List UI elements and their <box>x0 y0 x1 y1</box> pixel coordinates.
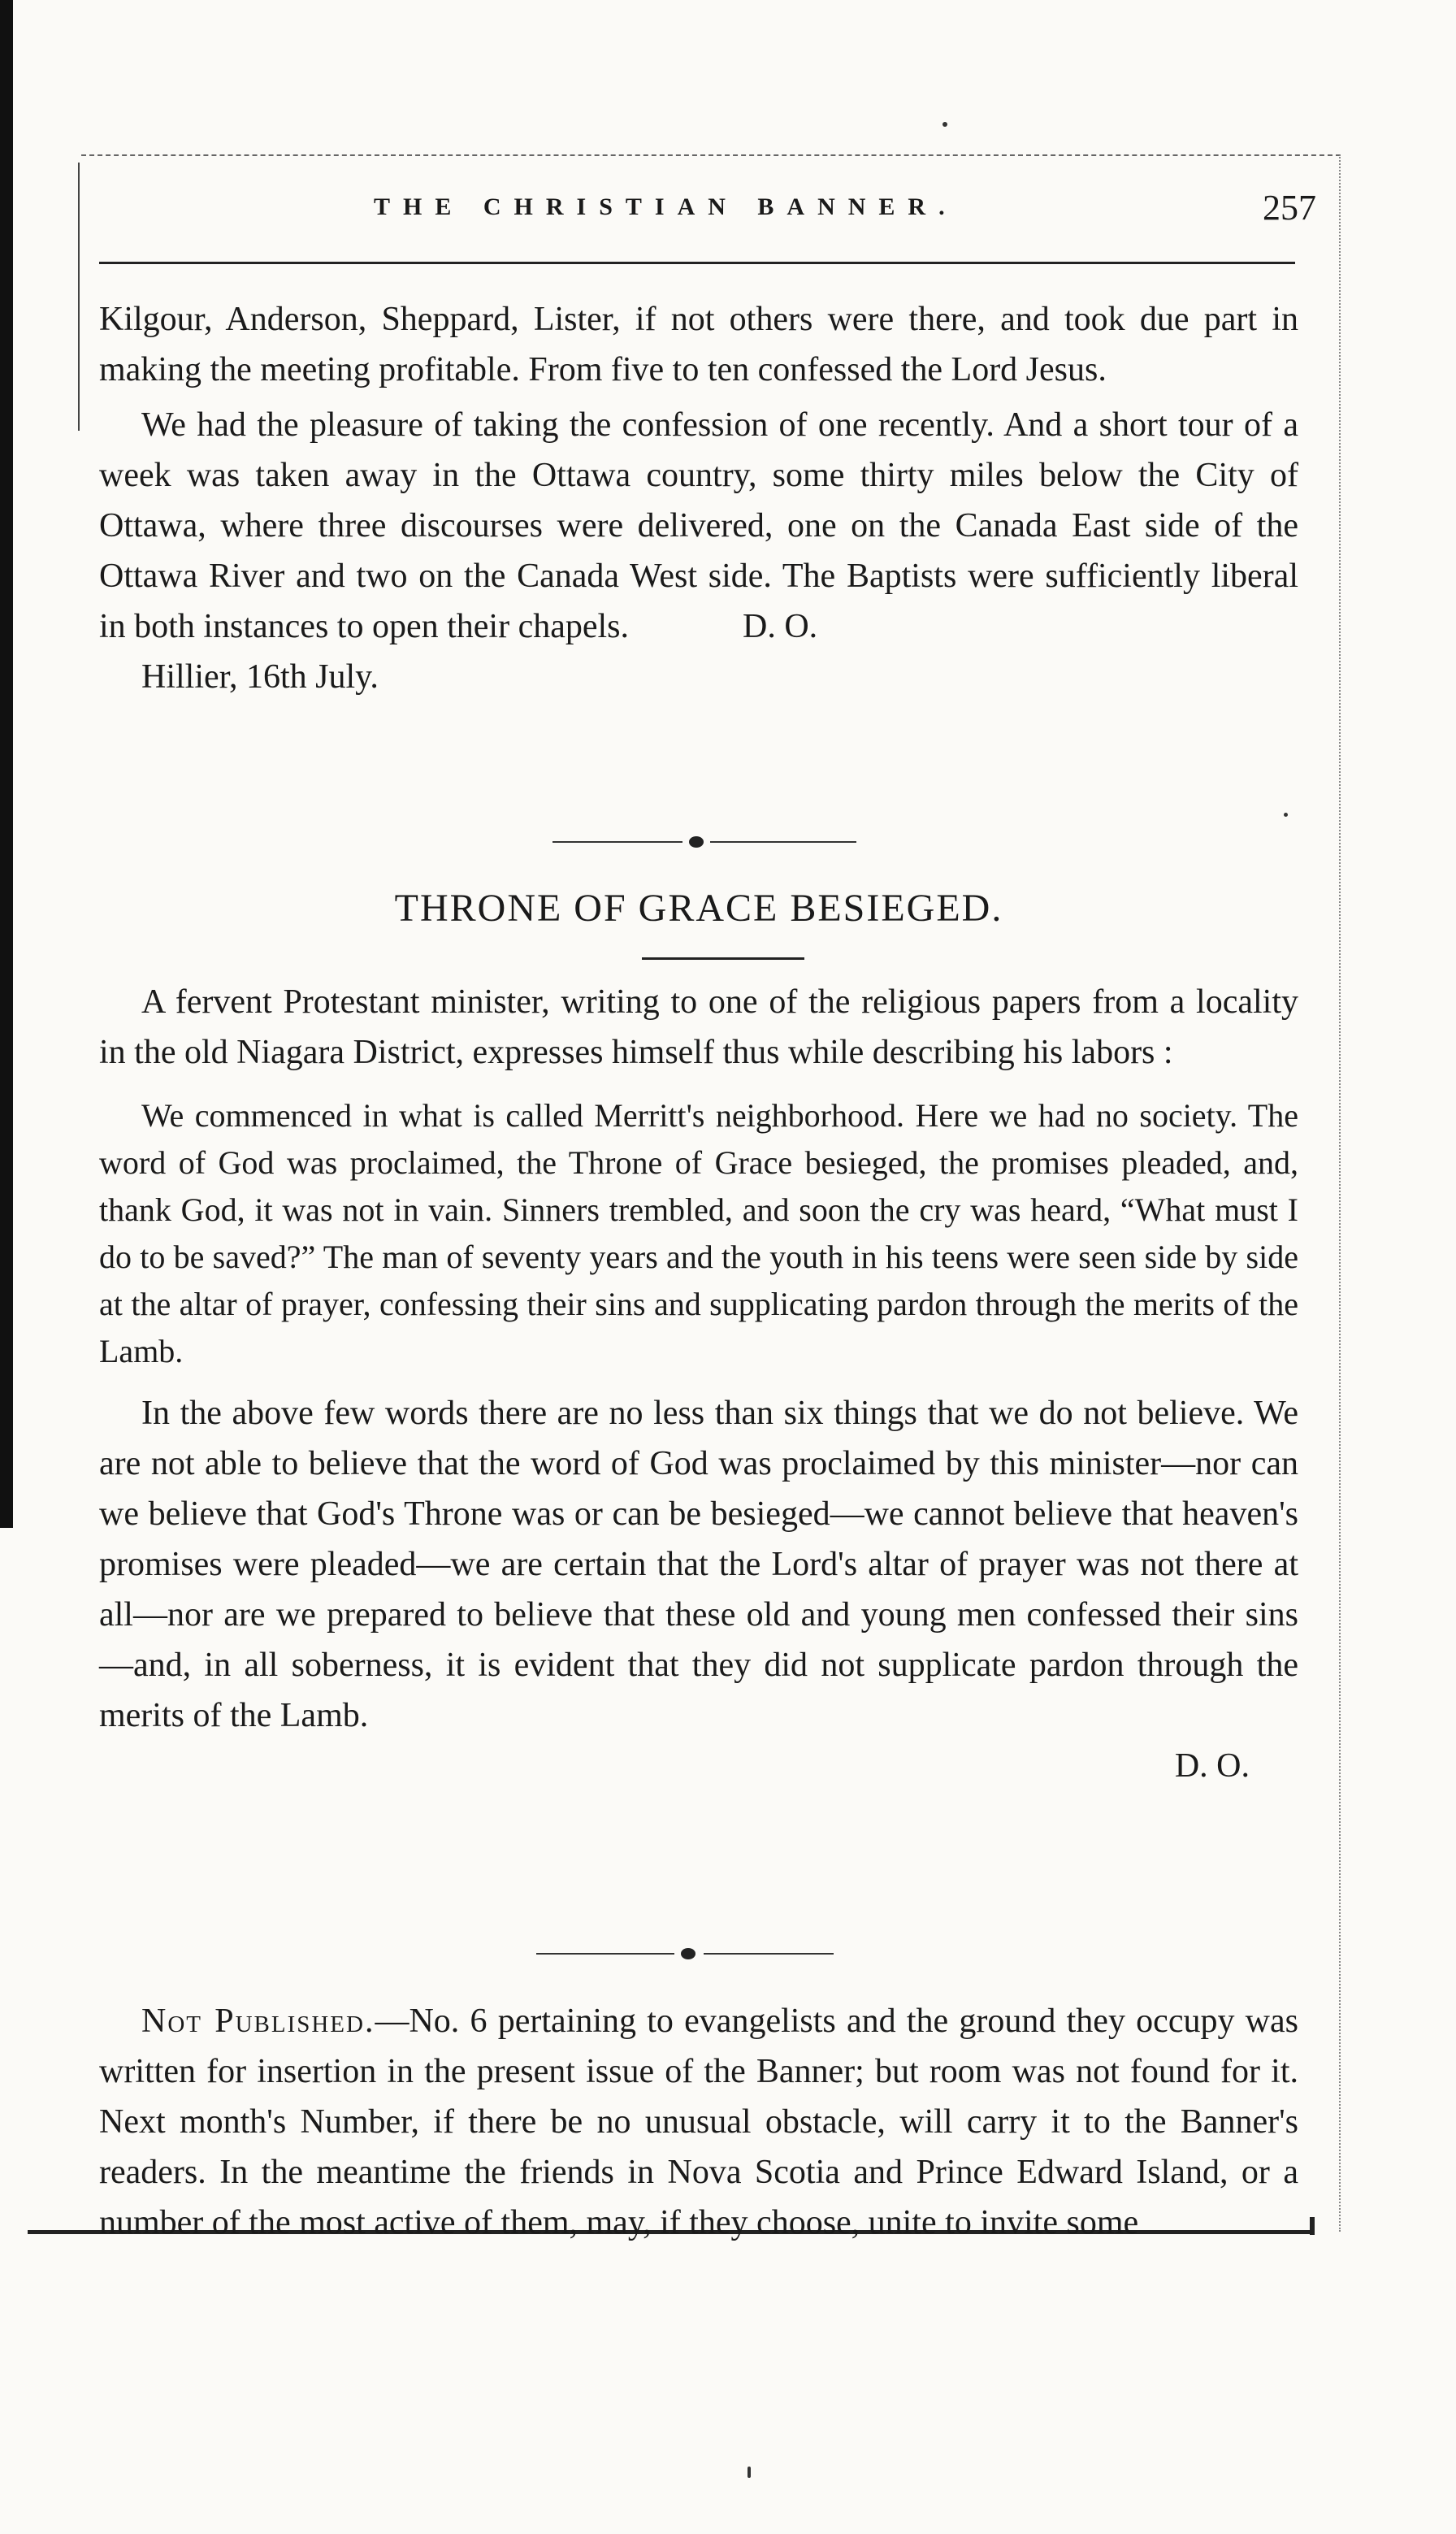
header-rule <box>99 262 1295 264</box>
ink-speck <box>942 122 947 127</box>
running-title: THE CHRISTIAN BANNER. <box>374 193 958 220</box>
left-margin-rule <box>78 163 80 431</box>
article-title: THRONE OF GRACE BESIEGED. <box>394 887 1003 930</box>
section-ornament <box>536 1946 878 1962</box>
article-signature: D. O. <box>1174 1747 1250 1785</box>
letter-continuation <box>99 294 1298 702</box>
ink-speck <box>748 2467 751 2478</box>
article-intro: A fervent Protestant minister, writing to one of the religious papers from a locality in the old Niagara District, expresses himself thus while describing his labors : <box>99 983 1298 1071</box>
notice <box>99 1996 1298 2248</box>
title-rule <box>642 957 804 960</box>
ink-speck <box>1284 813 1288 817</box>
letter-signature: D. O. <box>743 608 818 645</box>
notice-text: —No. 6 pertaining to evangelists and the ground they occupy was written for insertion in the present issue of the Banner; but room was not found for it. Next month's Number, if there be no unusual obstacle, will carry it to the Banner's readers. In the meantime the friends in Nova Scotia and Prince Edward Island, or a number of the most active of them, may, if they choose, unite to invite some <box>99 2002 1299 2241</box>
article-quote: We commenced in what is called Merritt's neighborhood. Here we had no society. The word of God was proclaimed, the Throne of Grace besieged, the promises pleaded, and, thank God, it was not in vain. Sinners trembled, and soon the cry was heard, “What must I do to be saved?” The man of seventy years and the youth in his teens were seen side by side at the altar of prayer, confessing their sins and supplicating pardon through the merits of the Lamb. <box>99 1097 1298 1369</box>
letter-dateline: Hillier, 16th July. <box>141 658 379 696</box>
page-number: 257 <box>1263 188 1316 228</box>
article-comment: In the above few words there are no less than six things that we do not believe. We are not able to believe that the word of God was proclaimed by this minister—nor can we believe that God's Throne was or can be besieged—we cannot believe that heaven's promises were pleaded—we are certain that the Lord's altar of prayer was not there at all—nor are we prepared to believe that these old and young men confessed their sins—and, in all soberness, it is evident that they did not supplicate pardon through the merits of the Lamb. <box>99 1395 1298 1734</box>
letter-paragraph-1: Kilgour, Anderson, Sheppard, Lister, if not others were there, and took due part in making the meeting profitable. From five to ten confessed the Lord Jesus. <box>99 301 1298 388</box>
page-header <box>98 187 1332 236</box>
notice-paragraph <box>99 1996 1298 2248</box>
corner-mark <box>1310 2217 1315 2235</box>
notice-lead: Not Published. <box>141 2002 375 2040</box>
article-body <box>99 977 1298 1791</box>
letter-paragraph-2-text: We had the pleasure of taking the confession of one recently. And a short tour of a week was taken away in the Ottawa country, some thirty miles below the City of Ottawa, where three discourses were delivered, one on the Canada East side of the Ottawa River and two on the Canada West side. The Baptists were sufficiently liberal in both instances to open their chapels. <box>99 406 1298 645</box>
letter-paragraph-2 <box>99 400 1298 652</box>
section-ornament <box>552 834 894 850</box>
book-spine-edge <box>0 0 13 1528</box>
